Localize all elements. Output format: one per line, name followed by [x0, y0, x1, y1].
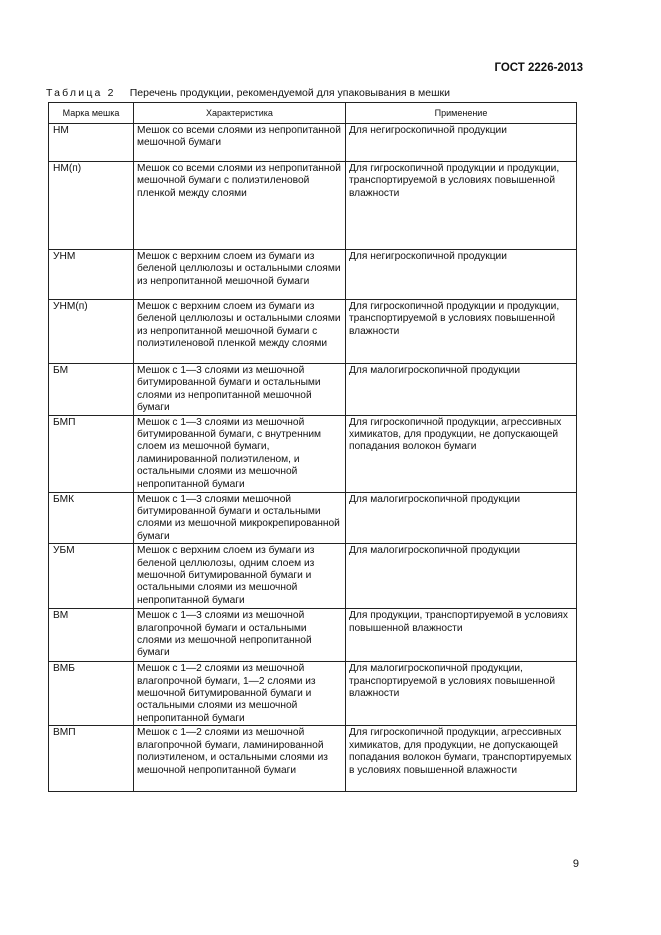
bag-characteristic: Мешок со всеми слоями из непропитанной мешочной бумаги с полиэтиленовой пленкой между слоями: [134, 162, 346, 250]
bag-application: Для гигроскопичной продукции, агрессивных химикатов, для продукции, не допускающей попадания волокон бумаги: [346, 415, 577, 492]
table-row: [49, 364, 577, 416]
table-row: [49, 492, 577, 544]
bag-application: Для малогигроскопичной продукции, транспортируемой в условиях повышенной влажности: [346, 662, 577, 726]
column-header-mark: Марка мешка: [49, 103, 134, 124]
bag-mark: УБМ: [49, 544, 134, 609]
bag-application: Для негигроскопичной продукции: [346, 250, 577, 300]
table-label: Таблица 2: [46, 87, 116, 99]
bag-mark: БМП: [49, 415, 134, 492]
bag-characteristic: Мешок с 1—3 слоями из мешочной влагопрочной бумаги и остальными слоями из мешочной непропитанной бумаги: [134, 609, 346, 662]
bag-application: Для продукции, транспортируемой в условиях повышенной влажности: [346, 609, 577, 662]
bag-characteristic: Мешок с 1—3 слоями мешочной битумированной бумаги и остальными слоями из мешочной микрокрепированной бумаги: [134, 492, 346, 544]
table-row: [49, 662, 577, 726]
bag-mark: ВМ: [49, 609, 134, 662]
bag-application: Для гигроскопичной продукции и продукции, транспортируемой в условиях повышенной влажности: [346, 162, 577, 250]
table-row: [49, 609, 577, 662]
page-number: 9: [572, 858, 579, 870]
bag-characteristic: Мешок с верхним слоем из бумаги из беленой целлюлозы, одним слоем из мешочной битумированной бумаги и остальными слоями из мешочной непропитанной бумаги: [134, 544, 346, 609]
bag-characteristic: Мешок с верхним слоем из бумаги из беленой целлюлозы и остальными слоями из непропитанной мешочной бумаги с полиэтиленовой пленкой между слоями: [134, 300, 346, 364]
products-table: [48, 102, 577, 792]
table-row: [49, 162, 577, 250]
bag-mark: НМ: [49, 124, 134, 162]
bag-characteristic: Мешок с 1—2 слоями из мешочной влагопрочной бумаги, ламинированной полиэтиленом, и остальными слоями из мешочной непропитанной бумаги: [134, 726, 346, 792]
bag-application: Для гигроскопичной продукции и продукции, транспортируемой в условиях повышенной влажности: [346, 300, 577, 364]
table-row: [49, 250, 577, 300]
bag-mark: НМ(п): [49, 162, 134, 250]
table-title: Перечень продукции, рекомендуемой для упаковывания в мешки: [129, 87, 450, 99]
bag-characteristic: Мешок с 1—3 слоями из мешочной битумированной бумаги и остальными слоями из непропитанной мешочной бумаги: [134, 364, 346, 416]
table-row: [49, 726, 577, 792]
bag-characteristic: Мешок с 1—3 слоями из мешочной битумированной бумаги, с внутренним слоем из мешочной бумаги, ламинированной полиэтиленом, и остальными слоями из мешочной непропитанной бумаги: [134, 415, 346, 492]
bag-characteristic: Мешок с верхним слоем из бумаги из беленой целлюлозы и остальными слоями из непропитанной мешочной бумаги: [134, 250, 346, 300]
bag-application: Для гигроскопичной продукции, агрессивных химикатов, для продукции, не допускающей попадания волокон бумаги, транспортируемых в условиях повышенной влажности: [346, 726, 577, 792]
bag-characteristic: Мешок со всеми слоями из непропитанной мешочной бумаги: [134, 124, 346, 162]
table-row: [49, 124, 577, 162]
standard-code: ГОСТ 2226-2013: [494, 62, 583, 74]
bag-application: Для малогигроскопичной продукции: [346, 544, 577, 609]
column-header-application: Применение: [346, 103, 577, 124]
table-header-row: [49, 103, 577, 124]
table-row: [49, 300, 577, 364]
bag-application: Для малогигроскопичной продукции: [346, 492, 577, 544]
bag-mark: ВМП: [49, 726, 134, 792]
bag-application: Для негигроскопичной продукции: [346, 124, 577, 162]
bag-mark: БМ: [49, 364, 134, 416]
column-header-characteristic: Характеристика: [134, 103, 346, 124]
bag-mark: УНМ: [49, 250, 134, 300]
bag-mark: ВМБ: [49, 662, 134, 726]
bag-application: Для малогигроскопичной продукции: [346, 364, 577, 416]
bag-characteristic: Мешок с 1—2 слоями из мешочной влагопрочной бумаги, 1—2 слоями из мешочной битумированной бумаги и остальными слоями из мешочной непропитанной бумаги: [134, 662, 346, 726]
bag-mark: УНМ(п): [49, 300, 134, 364]
table-row: [49, 544, 577, 609]
table-row: [49, 415, 577, 492]
table-caption: [46, 87, 450, 99]
bag-mark: БМК: [49, 492, 134, 544]
